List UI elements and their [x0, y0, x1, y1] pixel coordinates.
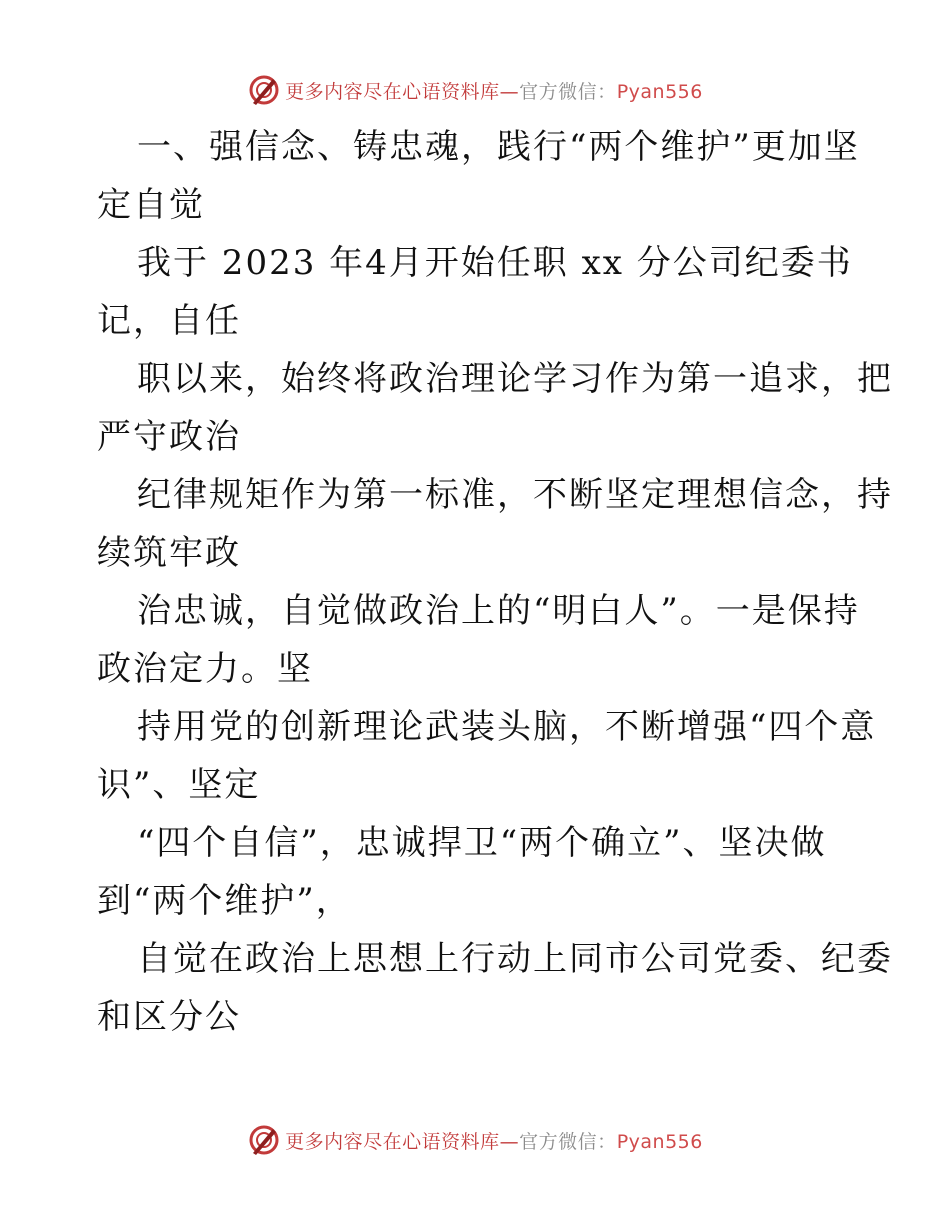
- text-line: 定自觉: [97, 185, 205, 225]
- text-line: 政治定力。坚: [97, 649, 313, 689]
- text-line: 续筑牢政: [97, 533, 241, 573]
- text-line: 自觉在政治上思想上行动上同市公司党委、纪委: [137, 939, 893, 979]
- watermark-label: 官方微信：: [519, 1130, 617, 1153]
- text-line: 纪律规矩作为第一标准，不断坚定理想信念，持: [137, 475, 893, 515]
- text-line: 严守政治: [97, 417, 241, 457]
- document-body: [97, 118, 893, 1046]
- quill-seal-icon: [247, 73, 281, 107]
- watermark-separator: —: [499, 80, 520, 103]
- text-line: 我于 2023 年4月开始任职 xx 分公司纪委书: [137, 243, 853, 283]
- text-line: 记，自任: [97, 301, 241, 341]
- watermark-label: 官方微信：: [519, 80, 617, 103]
- text-line: 到“两个维护”，: [97, 881, 352, 921]
- watermark-footer: [0, 1120, 950, 1160]
- quill-seal-icon: [247, 1123, 281, 1157]
- text-line: 和区分公: [97, 997, 241, 1037]
- text-line: 持用党的创新理论武装头脑，不断增强“四个意: [137, 707, 877, 747]
- watermark-account: Pyan556: [616, 1130, 703, 1153]
- text-line: 治忠诚，自觉做政治上的“明白人”。一是保持: [137, 591, 860, 631]
- text-line: 识”、坚定: [97, 765, 261, 805]
- watermark-header: [0, 70, 950, 110]
- watermark-main: 更多内容尽在心语资料库: [285, 80, 500, 103]
- text-line: “四个自信”，忠诚捍卫“两个确立”、坚决做: [137, 823, 827, 863]
- watermark-main: 更多内容尽在心语资料库: [285, 1130, 500, 1153]
- watermark-account: Pyan556: [616, 80, 703, 103]
- watermark-separator: —: [499, 1130, 520, 1153]
- text-line: 职以来，始终将政治理论学习作为第一追求，把: [137, 359, 893, 399]
- text-line: 一、强信念、铸忠魂，践行“两个维护”更加坚: [137, 127, 860, 167]
